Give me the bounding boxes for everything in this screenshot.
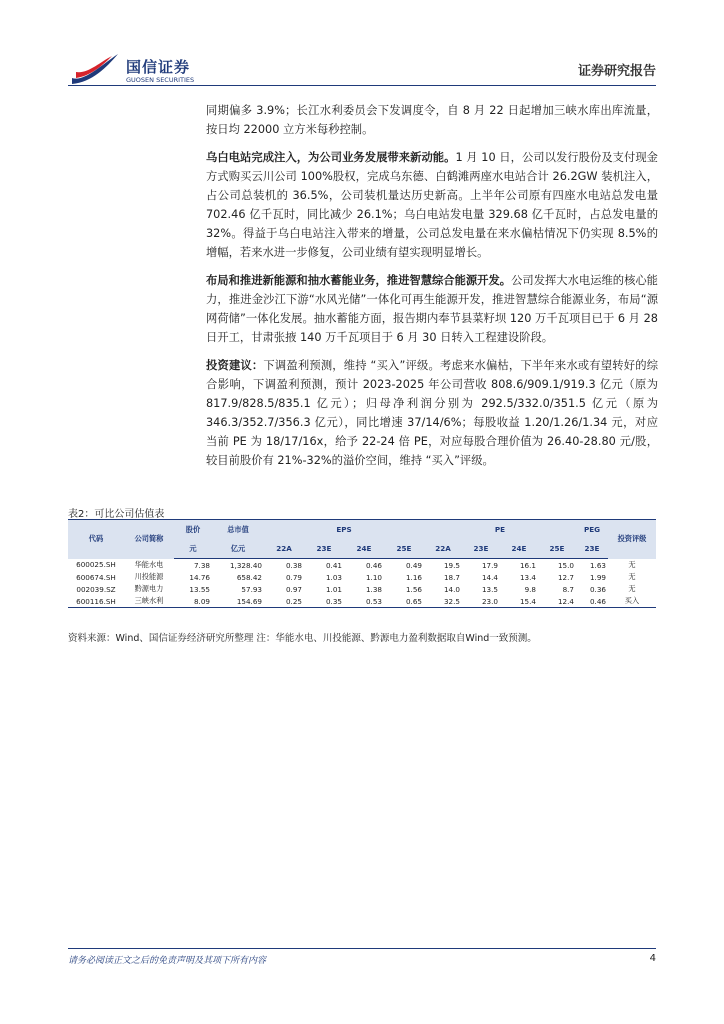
cell-price: 7.38 bbox=[193, 560, 210, 570]
cell-pe: 8.7 bbox=[562, 584, 574, 594]
guosen-logo bbox=[70, 52, 200, 92]
cell-code: 600674.SH bbox=[76, 572, 116, 582]
cell-peg: 0.36 bbox=[589, 584, 606, 594]
cell-code: 600116.SH bbox=[68, 595, 124, 608]
cell-rating: 无 bbox=[628, 572, 636, 581]
footer-divider bbox=[68, 948, 656, 949]
cell-name: 黔源电力 bbox=[134, 584, 164, 593]
cell-pe: 12.7 bbox=[557, 572, 574, 582]
header-year: 22A bbox=[424, 539, 462, 559]
report-type-label: 证券研究报告 bbox=[577, 64, 656, 79]
header-year: 24E bbox=[500, 539, 538, 559]
header-name: 公司简称 bbox=[124, 520, 174, 559]
cell-eps: 0.79 bbox=[285, 572, 302, 582]
header-pe: PE bbox=[424, 520, 576, 540]
header-year: 23E bbox=[304, 539, 344, 559]
cell-name: 华能水电 bbox=[134, 559, 164, 569]
cell-eps: 0.97 bbox=[285, 584, 302, 594]
header-year: 25E bbox=[384, 539, 424, 559]
cell-rating: 买入 bbox=[608, 595, 656, 608]
cell-eps: 0.65 bbox=[384, 595, 424, 608]
cell-pe: 9.8 bbox=[524, 584, 536, 594]
cell-pe: 19.5 bbox=[443, 560, 460, 570]
page-number: 4 bbox=[649, 953, 656, 964]
paragraph-3-lead: 布局和推进新能源和抽水蓄能业务，推进智慧综合能源开发。 bbox=[206, 274, 512, 287]
header-price: 股价 bbox=[174, 520, 212, 540]
guosen-emblem-icon bbox=[70, 52, 122, 86]
cell-price: 13.55 bbox=[189, 584, 210, 594]
header-year: 22A bbox=[264, 539, 304, 559]
cell-pe: 17.9 bbox=[481, 560, 498, 570]
cell-pe: 14.0 bbox=[443, 584, 460, 594]
header-eps: EPS bbox=[264, 520, 424, 540]
cell-name: 三峡水利 bbox=[124, 595, 174, 608]
paragraph-2 bbox=[206, 148, 658, 262]
paragraph-3-text: 公司发挥大水电运维的核心能力，推进金沙江下游“水风光储”一体化可再生能源开发，推进智慧综合能源业务，布局“源网荷储”一体化发展。抽水蓄能方面，报告期内奉节县菜籽坝 120 万千瓦项目已于 6 月 28 日开工，甘肃张掖 140 万千瓦项目于 6 月 30 日转入工程建设阶段。 bbox=[206, 274, 658, 344]
cell-eps: 0.35 bbox=[304, 595, 344, 608]
cell-price: 8.09 bbox=[174, 595, 212, 608]
cell-peg: 0.46 bbox=[576, 595, 608, 608]
header-cap-unit: 亿元 bbox=[212, 539, 264, 559]
cell-eps: 1.38 bbox=[365, 584, 382, 594]
table-row bbox=[68, 571, 656, 583]
logo-chinese-name: 国信证券 bbox=[126, 58, 191, 76]
cell-eps: 0.41 bbox=[325, 560, 342, 570]
header-year: 24E bbox=[344, 539, 384, 559]
logo-english-name: GUOSEN SECURITIES bbox=[126, 76, 195, 84]
cell-eps: 1.56 bbox=[405, 584, 422, 594]
table-row bbox=[68, 595, 656, 608]
header-price-unit: 元 bbox=[174, 539, 212, 559]
cell-eps: 1.03 bbox=[325, 572, 342, 582]
cell-pe: 13.4 bbox=[519, 572, 536, 582]
table-row bbox=[68, 559, 656, 572]
footer-disclaimer: 请务必阅读正文之后的免责声明及其项下所有内容 bbox=[68, 956, 267, 966]
header-code: 代码 bbox=[68, 520, 124, 559]
cell-cap: 154.69 bbox=[212, 595, 264, 608]
paragraph-2-lead: 乌白电站完成注入，为公司业务发展带来新动能。 bbox=[206, 151, 456, 164]
cell-eps: 1.16 bbox=[405, 572, 422, 582]
cell-rating: 无 bbox=[628, 584, 636, 593]
cell-pe: 23.0 bbox=[462, 595, 500, 608]
header-divider bbox=[68, 85, 656, 86]
paragraph-4 bbox=[206, 356, 658, 470]
paragraph-2-text: 1 月 10 日，公司以发行股份及支付现金方式购买云川公司 100%股权，完成乌东德、白鹤滩两座水电站合计 26.2GW 装机注入，占公司总装机的 36.5%，公司装机量达历史新高。上半年公司原有四座水电站总发电量 702.46 亿千瓦时，同比减少 26.1%；乌白电站发电量 329.68 亿千瓦时，占总发电量的 32%。得益于乌白电站注入带来的增量，公司总发电量在来水偏枯情况下仍实现 8.5%的增幅，若来水进一步修复，公司业绩有望实现明显增长。 bbox=[206, 151, 658, 259]
cell-name: 川投能源 bbox=[134, 572, 164, 581]
paragraph-4-text: 下调盈利预测，维持 “买入”评级。考虑来水偏枯，下半年来水或有望转好的综合影响，下调盈利预测，预计 2023-2025 年公司营收 808.6/909.1/919.3 亿元（原为 817.9/828.5/835.1 亿元）；归母净利润分别为 292.5/332.0/351.5 亿元（原为 346.3/352.7/356.3 亿元），同比增速 37/14/6%；每股收益 1.20/1.26/1.34 元，对应当前 PE 为 18/17/16x，给予 22-24 倍 PE，对应每股合理价值为 26.40-28.80 元/股，较目前股价有 21%-32%的溢价空间，维持 “买入”评级。 bbox=[206, 359, 658, 467]
cell-price: 14.76 bbox=[189, 572, 210, 582]
source-note: 资料来源：Wind、国信证券经济研究所整理 注：华能水电、川投能源、黔源电力盈利数据取自Wind一致预测。 bbox=[68, 633, 537, 644]
header-year: 25E bbox=[538, 539, 576, 559]
cell-pe: 18.7 bbox=[443, 572, 460, 582]
valuation-table bbox=[68, 519, 656, 608]
cell-pe: 15.4 bbox=[500, 595, 538, 608]
table-title: 表2：可比公司估值表 bbox=[68, 509, 165, 520]
cell-peg: 1.99 bbox=[589, 572, 606, 582]
header-year: 23E bbox=[576, 539, 608, 559]
cell-eps: 0.46 bbox=[365, 560, 382, 570]
cell-pe: 14.4 bbox=[481, 572, 498, 582]
cell-eps: 0.49 bbox=[405, 560, 422, 570]
cell-eps: 1.10 bbox=[365, 572, 382, 582]
paragraph-1 bbox=[206, 101, 658, 139]
cell-pe: 13.5 bbox=[481, 584, 498, 594]
cell-cap: 1,328.40 bbox=[229, 560, 262, 570]
cell-pe: 15.0 bbox=[557, 560, 574, 570]
cell-code: 002039.SZ bbox=[76, 584, 116, 594]
cell-eps: 0.38 bbox=[285, 560, 302, 570]
paragraph-1-text: 同期偏多 3.9%；长江水利委员会下发调度令，自 8 月 22 日起增加三峡水库出库流量，按日均 22000 立方米每秒控制。 bbox=[206, 104, 658, 136]
table-row bbox=[68, 583, 656, 595]
header-market-cap: 总市值 bbox=[212, 520, 264, 540]
cell-cap: 658.42 bbox=[236, 572, 262, 582]
cell-pe: 32.5 bbox=[424, 595, 462, 608]
cell-eps: 0.25 bbox=[264, 595, 304, 608]
header-year: 23E bbox=[462, 539, 500, 559]
header-peg: PEG bbox=[576, 520, 608, 540]
header-rating: 投资评级 bbox=[608, 520, 656, 559]
cell-code: 600025.SH bbox=[76, 560, 116, 570]
paragraph-3 bbox=[206, 271, 658, 347]
cell-rating: 无 bbox=[628, 559, 636, 569]
cell-peg: 1.63 bbox=[589, 560, 606, 570]
cell-eps: 1.01 bbox=[325, 584, 342, 594]
cell-pe: 16.1 bbox=[519, 560, 536, 570]
cell-cap: 57.93 bbox=[241, 584, 262, 594]
cell-eps: 0.53 bbox=[344, 595, 384, 608]
cell-pe: 12.4 bbox=[538, 595, 576, 608]
paragraph-4-lead: 投资建议： bbox=[206, 359, 264, 372]
body-text bbox=[206, 101, 658, 479]
